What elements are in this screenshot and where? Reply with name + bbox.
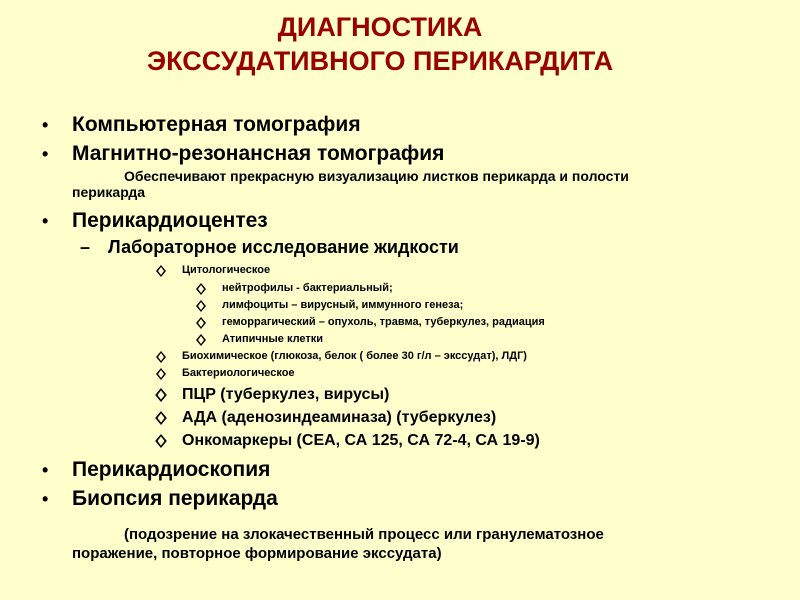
biopsy-note-line-1: (подозрение на злокачественный процесс или гранулематозное [124,526,604,543]
item-hemorrhagic: геморрагический – опухоль, травма, туберкулез, радиация [222,316,545,328]
page-title [0,10,760,78]
item-cytology: Цитологическое [182,264,271,276]
item-atypical-cells: Атипичные клетки [222,333,324,345]
bullet-dot: • [42,144,49,164]
dash-mark: – [80,237,91,257]
diamond-bullet-icon [155,388,167,402]
bullet-dot: • [42,211,49,231]
item-text: Лабораторное исследование жидкости [108,237,459,257]
item-biochemical: Биохимическое (глюкоза, белок ( более 30 г/л – экссудат), ЛДГ) [182,350,527,362]
diamond-bullet-icon [156,264,166,276]
item-bacteriological: Бактериологическое [182,367,295,379]
item-tumor-markers: Онкомаркеры (СЕА, СА 125, СА 72-4, СА 19-9) [182,432,540,449]
diamond-bullet-icon [196,299,206,311]
item-lymphocytes: лимфоциты – вирусный, иммунного генеза; [222,299,464,311]
diamond-bullet-icon [156,367,166,379]
item-text: Компьютерная томография [72,113,361,136]
item-ada: АДА (аденозиндеаминаза) (туберкулез) [182,409,497,426]
item-text: Биопсия перикарда [72,487,278,510]
diamond-bullet-icon [155,411,167,425]
item-text: Перикардиоскопия [72,458,271,481]
bullet-dot: • [42,489,49,509]
mri-note-line-1: Обеспечивают прекрасную визуализацию листков перикарда и полости [124,168,629,184]
diamond-bullet-icon [196,333,206,345]
bullet-dot: • [42,115,49,135]
diamond-bullet-icon [196,316,206,328]
item-neutrophils: нейтрофилы - бактериальный; [222,282,393,294]
item-pcr: ПЦР (туберкулез, вирусы) [182,386,390,403]
diamond-bullet-icon [156,350,166,362]
bullet-dot: • [42,460,49,480]
mri-note-line-2: перикарда [72,184,146,200]
title-line-2: ЭКССУДАТИВНОГО ПЕРИКАРДИТА [146,46,614,76]
diamond-bullet-icon [155,434,167,448]
item-text: Перикардиоцентез [72,209,268,232]
title-line-1: ДИАГНОСТИКА [277,12,483,42]
biopsy-note-line-2: поражение, повторное формирование экссудата) [72,545,442,562]
item-text: Магнитно-резонансная томография [72,142,445,165]
diamond-bullet-icon [196,282,206,294]
